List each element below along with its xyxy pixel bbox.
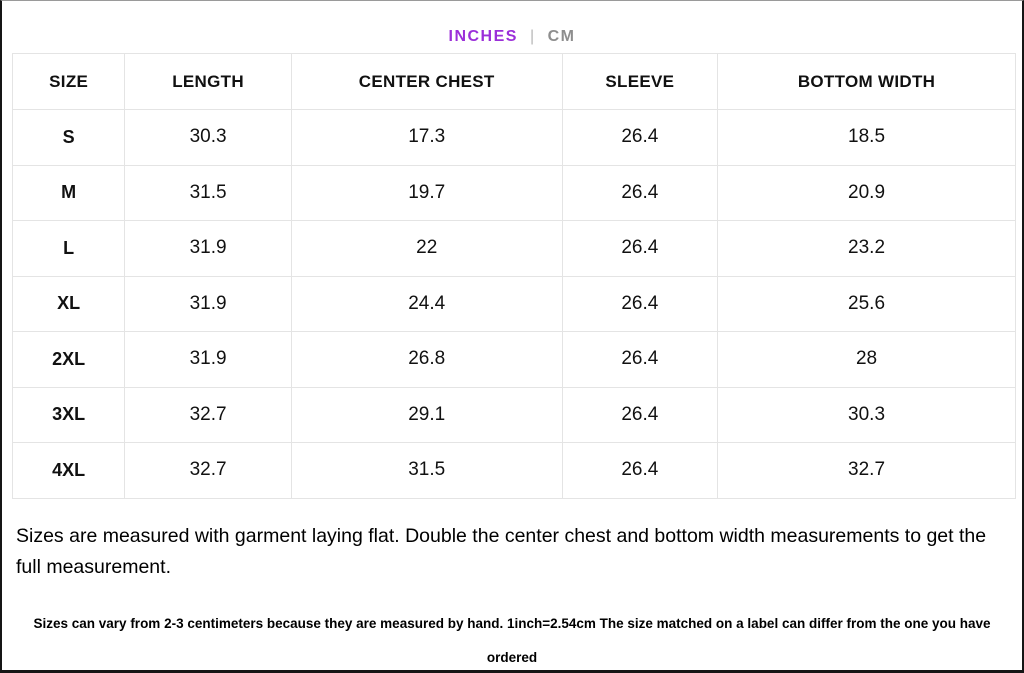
- cell-sleeve: 26.4: [562, 387, 717, 443]
- table-header-row: [13, 54, 1016, 110]
- cell-length: 30.3: [125, 110, 291, 166]
- cell-length: 31.5: [125, 165, 291, 221]
- table-row: [13, 165, 1016, 221]
- cell-sleeve: 26.4: [562, 221, 717, 277]
- table-row: [13, 276, 1016, 332]
- cell-center-chest: 19.7: [291, 165, 562, 221]
- header-sleeve: SLEEVE: [562, 54, 717, 110]
- header-bottom-width: BOTTOM WIDTH: [718, 54, 1016, 110]
- cell-size: 3XL: [13, 387, 125, 443]
- header-center-chest: CENTER CHEST: [291, 54, 562, 110]
- unit-inches-tab[interactable]: INCHES: [448, 28, 518, 45]
- table-row: [13, 221, 1016, 277]
- cell-bottom-width: 18.5: [718, 110, 1016, 166]
- cell-length: 31.9: [125, 276, 291, 332]
- table-row: [13, 110, 1016, 166]
- cell-size: 4XL: [13, 443, 125, 499]
- cell-center-chest: 22: [291, 221, 562, 277]
- cell-bottom-width: 20.9: [718, 165, 1016, 221]
- cell-bottom-width: 30.3: [718, 387, 1016, 443]
- cell-sleeve: 26.4: [562, 443, 717, 499]
- cell-center-chest: 24.4: [291, 276, 562, 332]
- variance-note: Sizes can vary from 2-3 centimeters because they are measured by hand. 1inch=2.54cm The size matched on a label can differ from the one you have ordered: [33, 615, 991, 665]
- cell-center-chest: 17.3: [291, 110, 562, 166]
- header-length: LENGTH: [125, 54, 291, 110]
- cell-sleeve: 26.4: [562, 332, 717, 388]
- cell-sleeve: 26.4: [562, 110, 717, 166]
- cell-sleeve: 26.4: [562, 276, 717, 332]
- cell-size: XL: [13, 276, 125, 332]
- unit-toggle-divider: |: [529, 28, 536, 45]
- unit-toggle: [2, 1, 1022, 51]
- header-size: SIZE: [13, 54, 125, 110]
- cell-length: 31.9: [125, 221, 291, 277]
- cell-length: 31.9: [125, 332, 291, 388]
- cell-size: S: [13, 110, 125, 166]
- table-row: [13, 443, 1016, 499]
- measure-note: Sizes are measured with garment laying flat. Double the center chest and bottom width measurements to get the full measurement.: [16, 524, 987, 578]
- cell-size: 2XL: [13, 332, 125, 388]
- cell-center-chest: 26.8: [291, 332, 562, 388]
- cell-length: 32.7: [125, 443, 291, 499]
- cell-size: L: [13, 221, 125, 277]
- table-row: [13, 387, 1016, 443]
- cell-center-chest: 29.1: [291, 387, 562, 443]
- cell-bottom-width: 32.7: [718, 443, 1016, 499]
- cell-size: M: [13, 165, 125, 221]
- cell-bottom-width: 23.2: [718, 221, 1016, 277]
- unit-cm-tab[interactable]: CM: [547, 28, 576, 45]
- table-row: [13, 332, 1016, 388]
- cell-length: 32.7: [125, 387, 291, 443]
- size-chart-table: [12, 53, 1016, 499]
- cell-bottom-width: 28: [718, 332, 1016, 388]
- cell-sleeve: 26.4: [562, 165, 717, 221]
- cell-bottom-width: 25.6: [718, 276, 1016, 332]
- cell-center-chest: 31.5: [291, 443, 562, 499]
